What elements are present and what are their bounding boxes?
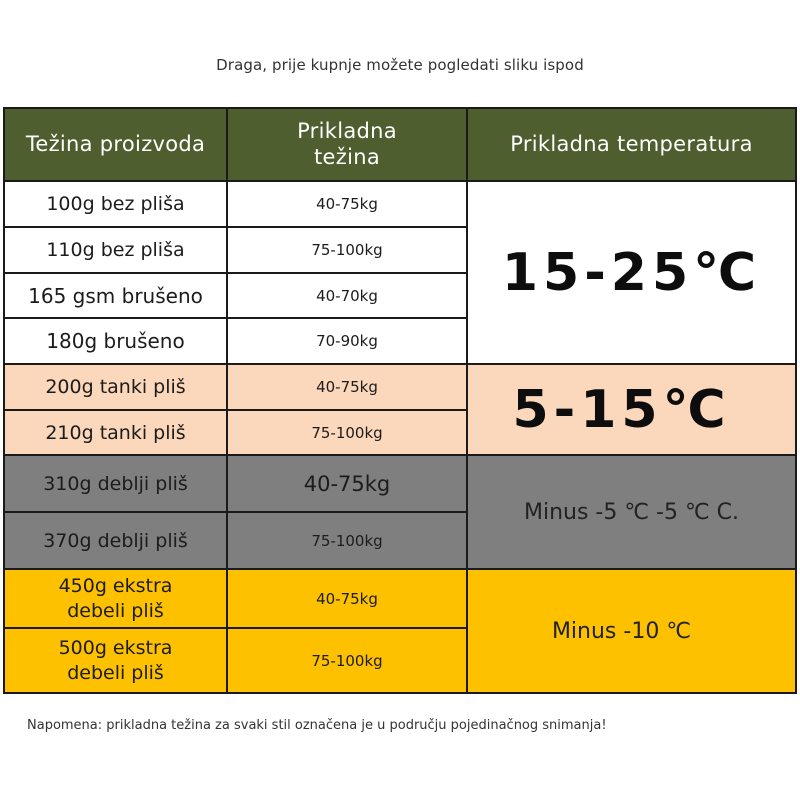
- bottom-note: Napomena: prikladna težina za svaki stil označena je u području pojedinačnog snimanja!: [27, 718, 607, 733]
- header-product-weight: Težina proizvoda: [5, 109, 226, 180]
- header-suitable-weight: Prikladna težina: [228, 109, 466, 180]
- weight-cell: 40-75kg: [228, 182, 466, 226]
- weight-cell: 75-100kg: [228, 228, 466, 272]
- weight-cell: 75-100kg: [228, 629, 466, 692]
- weight-cell: 40-70kg: [228, 274, 466, 317]
- product-cell: 500g ekstra debeli pliš: [5, 629, 226, 692]
- weight-cell: 70-90kg: [228, 319, 466, 363]
- weight-cell: 40-75kg: [228, 365, 466, 409]
- temperature-cell: 5-15℃: [468, 365, 795, 454]
- product-cell: 110g bez pliša: [5, 228, 226, 272]
- product-cell: 100g bez pliša: [5, 182, 226, 226]
- product-cell: 180g brušeno: [5, 319, 226, 363]
- temperature-cell: Minus -10 ℃: [468, 570, 795, 692]
- product-cell: 165 gsm brušeno: [5, 274, 226, 317]
- weight-cell: 40-75kg: [228, 570, 466, 627]
- weight-cell: 75-100kg: [228, 513, 466, 568]
- size-temperature-table: [3, 107, 797, 694]
- product-cell: 200g tanki pliš: [5, 365, 226, 409]
- product-cell: 450g ekstra debeli pliš: [5, 570, 226, 627]
- header-suitable-temperature: Prikladna temperatura: [468, 109, 795, 180]
- product-cell: 310g deblji pliš: [5, 456, 226, 511]
- weight-cell: 40-75kg: [228, 456, 466, 511]
- temperature-cell: 15-25℃: [468, 182, 795, 363]
- temperature-cell: Minus -5 ℃ -5 ℃ C.: [468, 456, 795, 568]
- weight-cell: 75-100kg: [228, 411, 466, 454]
- top-note: Draga, prije kupnje možete pogledati sliku ispod: [216, 56, 584, 74]
- product-cell: 210g tanki pliš: [5, 411, 226, 454]
- product-cell: 370g deblji pliš: [5, 513, 226, 568]
